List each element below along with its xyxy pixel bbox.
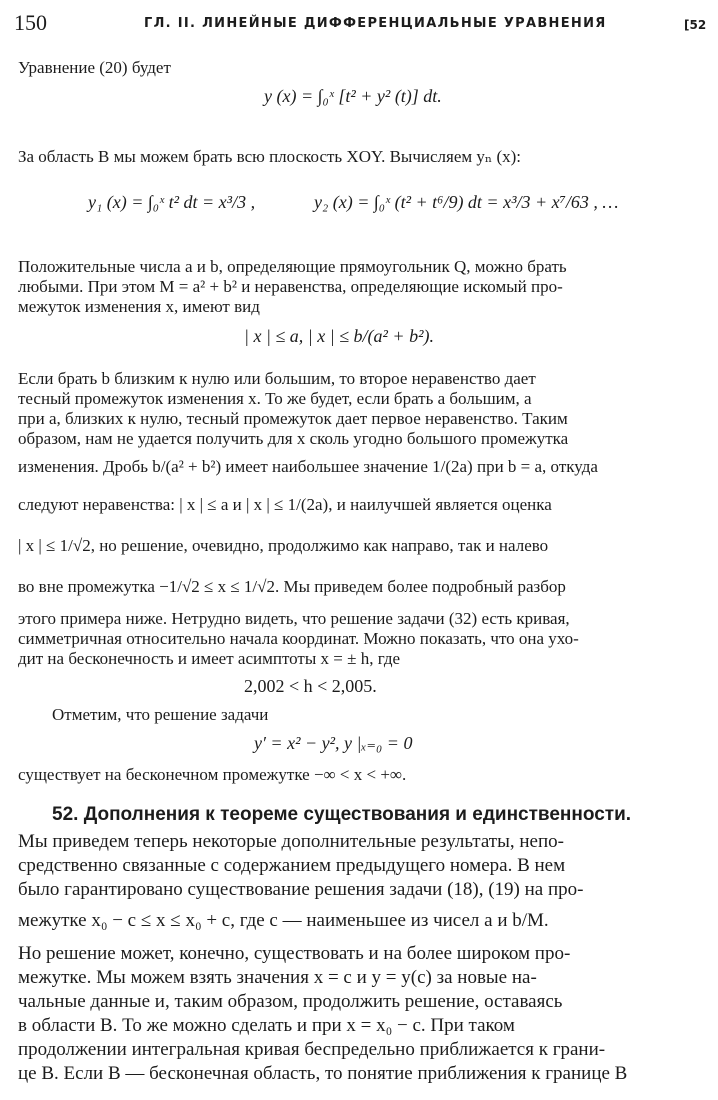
text-line: любыми. При этом M = a² + b² и неравенства, определяющие искомый про- <box>18 277 563 296</box>
text-line: чальные данные и, таким образом, продолжить решение, оставаясь <box>18 991 563 1012</box>
page-number: 150 <box>14 10 47 35</box>
equation-integral-y: y (x) = ∫₀ˣ [t² + y² (t)] dt. <box>264 86 442 106</box>
equation-h-bounds: 2,002 < h < 2,005. <box>244 676 377 696</box>
text-line: це B. Если B — бесконечная область, то понятие приближения к границе B <box>18 1063 628 1084</box>
equation-y1: y₁ (x) = ∫₀ˣ t² dt = x³/3 , <box>88 192 256 212</box>
equation-y2: y₂ (x) = ∫₀ˣ (t² + t⁶/9) dt = x³/3 + x⁷/63 , … <box>314 192 619 212</box>
text-line: изменения. Дробь b/(a² + b²) имеет наибольшее значение 1/(2a) при b = a, откуда <box>18 457 598 476</box>
text-line: симметричная относительно начала координат. Можно показать, что она ухо- <box>18 629 579 648</box>
text-line: продолжении интегральная кривая беспредельно приближается к грани- <box>18 1039 606 1060</box>
text-line: в области B. То же можно сделать и при x = x₀ − c. При таком <box>18 1015 515 1036</box>
section-heading: 52. Дополнения к теореме существования и единственности. <box>52 804 632 825</box>
equation-riccati: y′ = x² − y², y |ₓ₌₀ = 0 <box>254 733 413 753</box>
equation-inequalities: | x | ≤ a, | x | ≤ b/(a² + b²). <box>244 326 434 346</box>
section-reference: [52 <box>684 18 707 32</box>
text-line: средственно связанные с содержанием предыдущего номера. В нем <box>18 855 566 876</box>
text-line: во вне промежутка −1/√2 ≤ x ≤ 1/√2. Мы приведем более подробный разбор <box>18 577 566 596</box>
text-line: За область B мы можем брать всю плоскость XOY. Вычисляем yₙ (x): <box>18 147 522 166</box>
text-line: Если брать b близким к нулю или большим, то второе неравенство дает <box>18 369 536 388</box>
text-line: Отметим, что решение задачи <box>52 705 269 724</box>
text-line: следуют неравенства: | x | ≤ a и | x | ≤ 1/(2a), и наилучшей является оценка <box>18 495 552 514</box>
text-line: было гарантировано существование решения задачи (18), (19) на про- <box>18 879 584 900</box>
text-line: межуток изменения x, имеют вид <box>18 297 260 316</box>
text-line: межутке x₀ − c ≤ x ≤ x₀ + c, где c — наименьшее из чисел a и b/M. <box>18 910 549 931</box>
text-line: существует на бесконечном промежутке −∞ < x < +∞. <box>18 765 407 784</box>
text-line: тесный промежуток изменения x. То же будет, если брать a большим, a <box>18 389 532 408</box>
text-line: Положительные числа a и b, определяющие прямоугольник Q, можно брать <box>18 257 567 276</box>
text-line: этого примера ниже. Нетрудно видеть, что решение задачи (32) есть кривая, <box>18 609 570 628</box>
text-line: при a, близких к нулю, тесный промежуток дает первое неравенство. Таким <box>18 409 568 428</box>
text-line: Мы приведем теперь некоторые дополнительные результаты, непо- <box>18 831 564 852</box>
text-line: образом, нам не удается получить для x сколь угодно большого промежутка <box>18 429 569 448</box>
text-line: Уравнение (20) будет <box>18 58 171 77</box>
text-line: | x | ≤ 1/√2, но решение, очевидно, продолжимо как направо, так и налево <box>18 536 549 555</box>
text-line: Но решение может, конечно, существовать и на более широком про- <box>18 943 571 964</box>
text-line: межутке. Мы можем взять значения x = c и y = y(c) за новые на- <box>18 967 537 988</box>
running-header-title: ГЛ. II. ЛИНЕЙНЫЕ ДИФФЕРЕНЦИАЛЬНЫЕ УРАВНЕНИЯ <box>144 16 607 31</box>
text-line: дит на бесконечность и имеет асимптоты x = ± h, где <box>18 649 401 668</box>
